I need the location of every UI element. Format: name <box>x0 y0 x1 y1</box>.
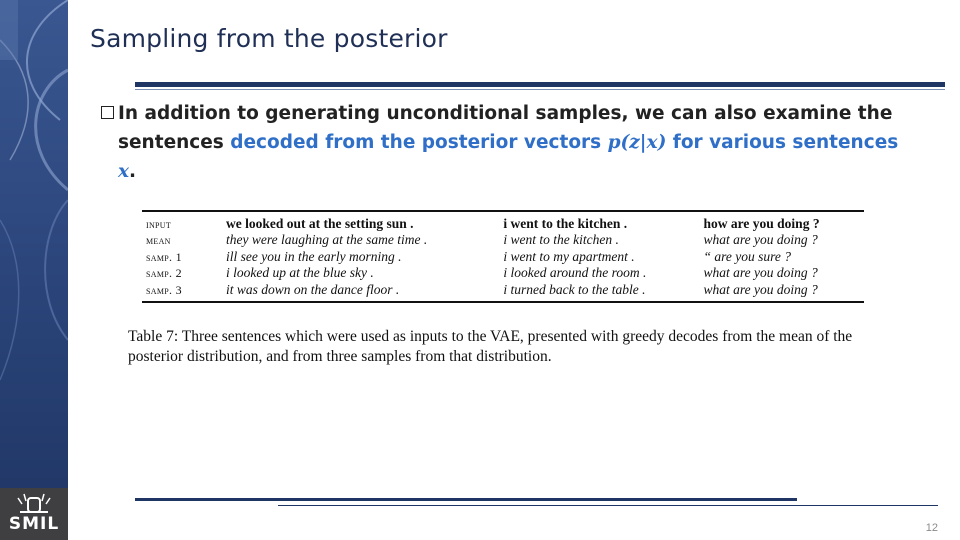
row-label: samp. 2 <box>146 266 182 281</box>
table-cell: i looked up at the blue sky . <box>226 265 374 281</box>
table-caption: Table 7: Three sentences which were used as inputs to the VAE, presented with greedy decodes from the mean of the posterior distribution, and from three samples from that distribution. <box>128 328 853 365</box>
bullet-highlight: decoded from the posterior vectors <box>230 132 608 153</box>
results-table <box>142 212 864 301</box>
slide-title: Sampling from the posterior <box>90 24 448 53</box>
table-row <box>142 232 864 248</box>
logo-text: SMIL <box>8 514 60 534</box>
bullet-icon <box>101 106 114 119</box>
bullet-paragraph <box>118 99 908 186</box>
table-cell: i went to the kitchen . <box>503 216 628 231</box>
bullet-period: . <box>129 161 137 182</box>
bullet-math-posterior: p(z|x) <box>607 132 667 153</box>
table-cell: i went to my apartment . <box>503 248 635 264</box>
table-cell: what are you doing ? <box>703 232 818 248</box>
sidebar-decoration <box>0 0 68 540</box>
table-cell: we looked out at the setting sun . <box>226 216 414 231</box>
footer-rule-thin <box>278 505 938 506</box>
table-row <box>142 265 864 281</box>
bullet-math-x: x <box>118 161 130 182</box>
table-cell: “ are you sure ? <box>703 248 792 264</box>
table-cell: what are you doing ? <box>703 265 818 281</box>
table-row <box>142 282 864 301</box>
table-cell: i turned back to the table . <box>503 281 646 297</box>
table-row <box>142 212 864 232</box>
bullet-text-part1: In addition to generating unconditional samples, we can also examine the sentences <box>118 103 893 153</box>
footer-rule-thick <box>135 498 797 501</box>
page-number: 12 <box>925 522 938 534</box>
table-cell: i went to the kitchen . <box>503 232 619 248</box>
title-rule-thin <box>135 89 945 90</box>
row-label: input <box>146 217 172 231</box>
smil-logo <box>0 488 68 540</box>
sidebar-swirl-graphic <box>0 0 68 540</box>
results-table-figure <box>142 210 864 303</box>
table-row <box>142 249 864 265</box>
title-rule-thick <box>135 82 945 87</box>
table-cell: ill see you in the early morning . <box>226 248 402 264</box>
table-cell: what are you doing ? <box>703 281 818 297</box>
bullet-highlight-2: for various sentences <box>666 132 899 153</box>
table-cell: i looked around the room . <box>503 265 647 281</box>
row-label: samp. 3 <box>146 282 182 297</box>
table-cell: they were laughing at the same time . <box>226 232 428 248</box>
row-label: samp. 1 <box>146 249 182 264</box>
row-label: mean <box>146 233 171 248</box>
table-cell: it was down on the dance floor . <box>226 281 400 297</box>
table-cell: how are you doing ? <box>703 216 820 231</box>
